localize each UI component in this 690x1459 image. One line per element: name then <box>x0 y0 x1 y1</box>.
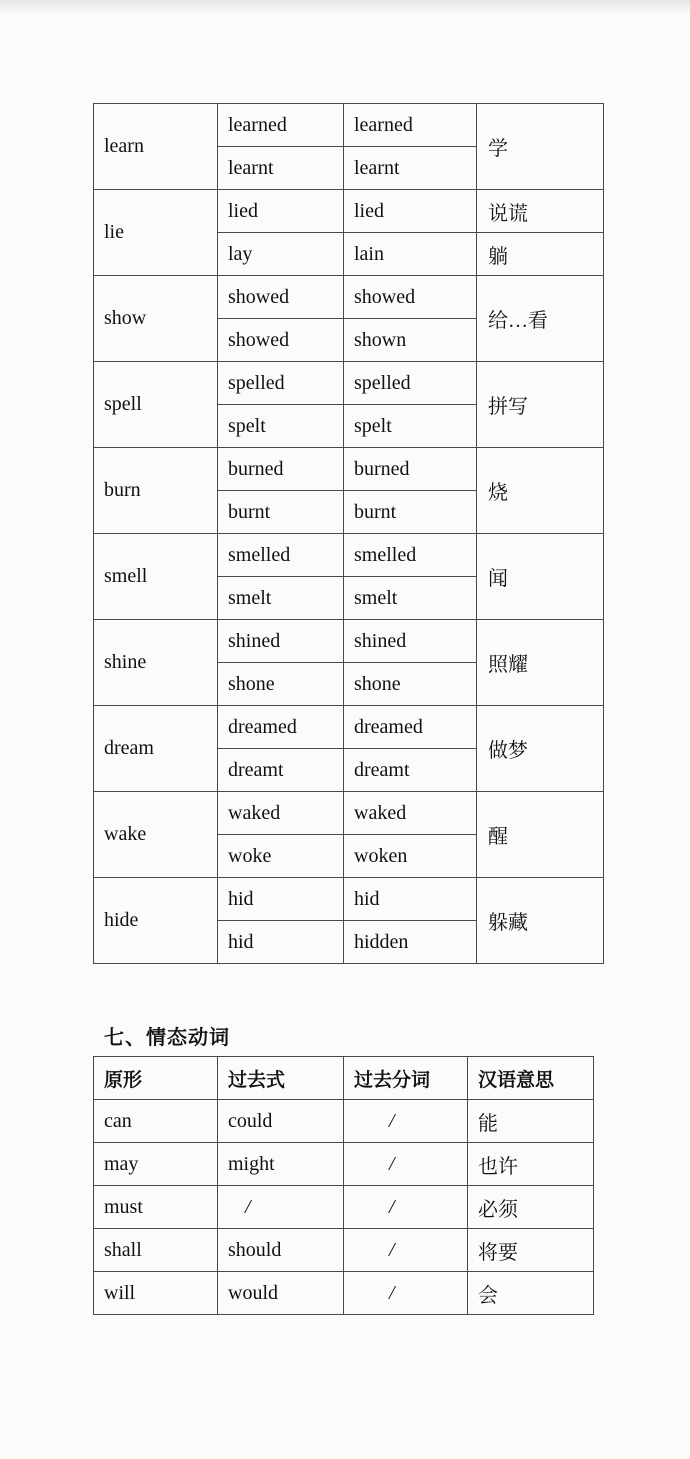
modal-base: must <box>94 1186 218 1229</box>
modal-row <box>94 1229 594 1272</box>
modal-past-tense: should <box>218 1229 344 1272</box>
verb-row <box>94 276 604 319</box>
modal-meaning: 能 <box>468 1100 594 1143</box>
verb-meaning: 躲藏 <box>477 878 604 964</box>
modal-header-row <box>94 1057 594 1100</box>
verb-base: show <box>94 276 218 362</box>
verb-past-tense: dreamt <box>218 749 344 792</box>
verb-past-tense: woke <box>218 835 344 878</box>
verb-past-tense: spelt <box>218 405 344 448</box>
verb-past-participle: learned <box>344 104 477 147</box>
modal-base: will <box>94 1272 218 1315</box>
modal-past-tense: could <box>218 1100 344 1143</box>
top-edge-shadow <box>0 0 690 14</box>
column-header: 原形 <box>94 1057 218 1100</box>
verb-past-participle: burnt <box>344 491 477 534</box>
verb-past-participle: spelt <box>344 405 477 448</box>
verb-row <box>94 104 604 147</box>
modal-past-tense: / <box>218 1186 344 1229</box>
modal-verbs-table <box>93 1056 594 1315</box>
verb-meaning: 闻 <box>477 534 604 620</box>
verb-meaning: 醒 <box>477 792 604 878</box>
verb-meaning: 做梦 <box>477 706 604 792</box>
modal-past-participle: / <box>344 1229 468 1272</box>
verb-past-tense: burned <box>218 448 344 491</box>
verb-past-tense: dreamed <box>218 706 344 749</box>
modal-base: can <box>94 1100 218 1143</box>
verb-past-participle: dreamed <box>344 706 477 749</box>
verb-base: shine <box>94 620 218 706</box>
verb-past-tense: smelt <box>218 577 344 620</box>
verb-meaning: 学 <box>477 104 604 190</box>
modal-meaning: 也许 <box>468 1143 594 1186</box>
modal-base: may <box>94 1143 218 1186</box>
modal-past-participle: / <box>344 1143 468 1186</box>
verb-meaning: 说谎 <box>477 190 604 233</box>
verb-past-tense: showed <box>218 276 344 319</box>
column-header: 过去分词 <box>344 1057 468 1100</box>
verb-past-participle: spelled <box>344 362 477 405</box>
verb-past-tense: shone <box>218 663 344 706</box>
verb-base: smell <box>94 534 218 620</box>
verb-past-tense: lay <box>218 233 344 276</box>
verb-past-tense: lied <box>218 190 344 233</box>
modal-past-participle: / <box>344 1272 468 1315</box>
verb-base: wake <box>94 792 218 878</box>
verb-past-tense: learned <box>218 104 344 147</box>
modal-past-participle: / <box>344 1186 468 1229</box>
verb-row <box>94 878 604 921</box>
verb-past-participle: smelled <box>344 534 477 577</box>
verb-meaning: 照耀 <box>477 620 604 706</box>
modal-row <box>94 1186 594 1229</box>
verb-past-participle: shined <box>344 620 477 663</box>
verb-row <box>94 190 604 233</box>
verb-past-tense: waked <box>218 792 344 835</box>
verb-base: spell <box>94 362 218 448</box>
verb-past-tense: learnt <box>218 147 344 190</box>
modal-past-tense: might <box>218 1143 344 1186</box>
verb-past-participle: learnt <box>344 147 477 190</box>
verb-past-participle: dreamt <box>344 749 477 792</box>
modal-past-participle: / <box>344 1100 468 1143</box>
verb-meaning: 烧 <box>477 448 604 534</box>
modal-meaning: 会 <box>468 1272 594 1315</box>
verb-past-tense: hid <box>218 878 344 921</box>
verb-base: hide <box>94 878 218 964</box>
verb-past-participle: lain <box>344 233 477 276</box>
verb-meaning: 拼写 <box>477 362 604 448</box>
verb-past-participle: smelt <box>344 577 477 620</box>
verb-past-tense: smelled <box>218 534 344 577</box>
column-header: 汉语意思 <box>468 1057 594 1100</box>
verb-row <box>94 534 604 577</box>
verb-past-tense: hid <box>218 921 344 964</box>
modal-verbs-heading: 七、情态动词 <box>104 1025 230 1049</box>
verb-meaning: 躺 <box>477 233 604 276</box>
column-header: 过去式 <box>218 1057 344 1100</box>
verb-row <box>94 792 604 835</box>
verb-base: lie <box>94 190 218 276</box>
verb-past-tense: burnt <box>218 491 344 534</box>
verb-past-participle: burned <box>344 448 477 491</box>
verb-row <box>94 448 604 491</box>
modal-past-tense: would <box>218 1272 344 1315</box>
verb-past-tense: shined <box>218 620 344 663</box>
verb-row <box>94 362 604 405</box>
verb-base: burn <box>94 448 218 534</box>
verb-row <box>94 620 604 663</box>
verb-past-participle: hid <box>344 878 477 921</box>
modal-base: shall <box>94 1229 218 1272</box>
verb-row <box>94 706 604 749</box>
verb-past-participle: hidden <box>344 921 477 964</box>
modal-row <box>94 1100 594 1143</box>
verb-past-participle: showed <box>344 276 477 319</box>
modal-meaning: 必须 <box>468 1186 594 1229</box>
modal-row <box>94 1143 594 1186</box>
verb-base: learn <box>94 104 218 190</box>
verb-past-tense: showed <box>218 319 344 362</box>
verb-past-participle: shown <box>344 319 477 362</box>
modal-row <box>94 1272 594 1315</box>
verb-meaning: 给…看 <box>477 276 604 362</box>
verb-past-participle: lied <box>344 190 477 233</box>
verb-past-tense: spelled <box>218 362 344 405</box>
verb-base: dream <box>94 706 218 792</box>
verb-past-participle: shone <box>344 663 477 706</box>
irregular-verbs-table <box>93 103 604 964</box>
verb-past-participle: woken <box>344 835 477 878</box>
verb-past-participle: waked <box>344 792 477 835</box>
modal-meaning: 将要 <box>468 1229 594 1272</box>
